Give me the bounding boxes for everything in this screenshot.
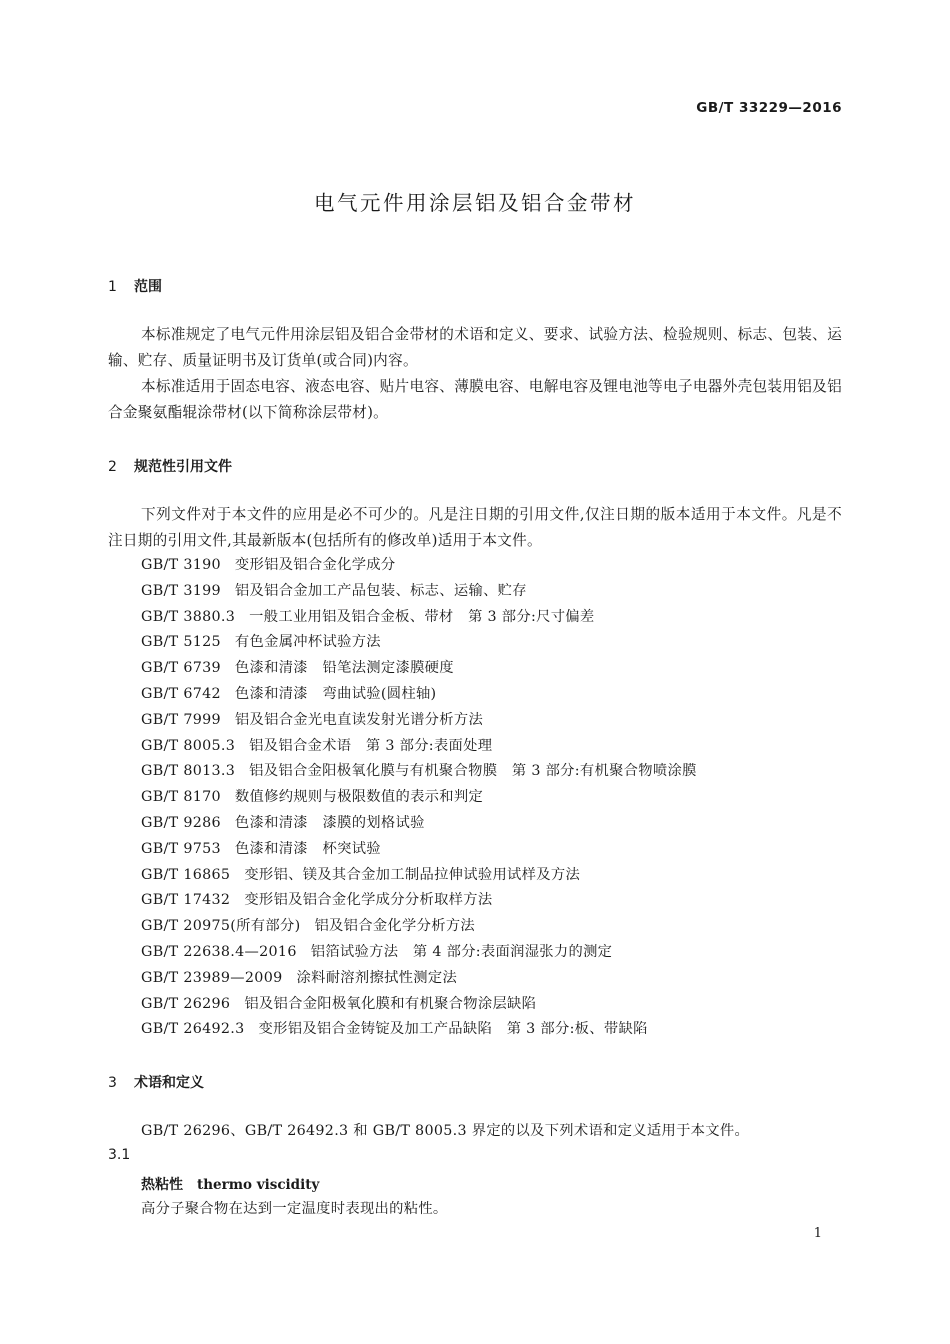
scope-paragraph-1: 本标准规定了电气元件用涂层铝及铝合金带材的术语和定义、要求、试验方法、检验规则、标志、包装、运输、贮存、质量证明书及订货单(或合同)内容。 — [108, 326, 842, 369]
section-2-heading — [108, 456, 232, 476]
scope-paragraph-2: 本标准适用于固态电容、液态电容、贴片电容、薄膜电容、电解电容及锂电池等电子电器外壳包装用铝及铝合金聚氨酯辊涂带材(以下简称涂层带材)。 — [108, 378, 842, 421]
reference-title: 变形铝及铝合金铸锭及加工产品缺陷 第 3 部分:板、带缺陷 — [258, 1021, 648, 1038]
reference-item — [141, 1017, 697, 1043]
reference-title: 铝及铝合金光电直读发射光谱分析方法 — [234, 711, 484, 728]
reference-title: 铝箔试验方法 第 4 部分:表面润湿张力的测定 — [310, 943, 613, 960]
section-3-title: 术语和定义 — [134, 1075, 204, 1091]
reference-title: 数值修约规则与极限数值的表示和判定 — [234, 789, 484, 806]
reference-title: 涂料耐溶剂擦拭性测定法 — [296, 969, 458, 986]
reference-title: 色漆和清漆 弯曲试验(圆柱轴) — [234, 685, 437, 702]
reference-item — [141, 656, 697, 682]
reference-code: GB/T 3880.3 — [141, 608, 236, 625]
page-number: 1 — [813, 1226, 822, 1241]
reference-item — [141, 966, 697, 992]
section-3-heading — [108, 1072, 204, 1092]
reference-code: GB/T 23989—2009 — [141, 969, 283, 986]
reference-title: 色漆和清漆 漆膜的划格试验 — [234, 814, 425, 831]
reference-item — [141, 734, 697, 760]
reference-list — [141, 553, 697, 1043]
reference-code: GB/T 8013.3 — [141, 763, 236, 780]
reference-code: GB/T 3190 — [141, 557, 221, 573]
reference-code: GB/T 3199 — [141, 582, 221, 599]
section-1-heading — [108, 276, 162, 296]
reference-title: 有色金属冲杯试验方法 — [234, 634, 381, 651]
terms-intro: GB/T 26296、GB/T 26492.3 和 GB/T 8005.3 界定的以及下列术语和定义适用于本文件。 — [141, 1123, 750, 1139]
reference-title: 色漆和清漆 铅笔法测定漆膜硬度 — [234, 660, 454, 677]
reference-item — [141, 914, 697, 940]
section-2-number: 2 — [108, 459, 117, 475]
clause-number: 3.1 — [108, 1147, 131, 1163]
reference-item — [141, 785, 697, 811]
section-1-number: 1 — [108, 279, 117, 295]
reference-code: GB/T 26296 — [141, 995, 231, 1012]
references-intro: 下列文件对于本文件的应用是必不可少的。凡是注日期的引用文件,仅注日期的版本适用于本文件。凡是不注日期的引用文件,其最新版本(包括所有的修改单)适用于本文件。 — [108, 506, 842, 549]
reference-title: 变形铝及铝合金化学成分 — [234, 557, 396, 573]
reference-item — [141, 630, 697, 656]
term-chinese: 热粘性 — [141, 1177, 183, 1193]
reference-title: 变形铝、镁及其合金加工制品拉伸试验用试样及方法 — [244, 866, 581, 883]
term-english: thermo viscidity — [197, 1177, 320, 1193]
reference-code: GB/T 20975(所有部分) — [141, 918, 301, 935]
reference-code: GB/T 9753 — [141, 840, 221, 857]
reference-item — [141, 837, 697, 863]
reference-item — [141, 553, 697, 579]
reference-title: 铝及铝合金加工产品包装、标志、运输、贮存 — [234, 582, 527, 599]
reference-item — [141, 940, 697, 966]
term-name — [141, 1174, 319, 1194]
standard-code: GB/T 33229—2016 — [696, 100, 842, 116]
reference-title: 铝及铝合金阳极氧化膜与有机聚合物膜 第 3 部分:有机聚合物喷涂膜 — [249, 763, 697, 780]
term-definition: 高分子聚合物在达到一定温度时表现出的粘性。 — [141, 1201, 448, 1217]
reference-title: 铝及铝合金阳极氧化膜和有机聚合物涂层缺陷 — [244, 995, 537, 1012]
reference-code: GB/T 22638.4—2016 — [141, 943, 297, 960]
reference-code: GB/T 8005.3 — [141, 737, 236, 754]
reference-title: 变形铝及铝合金化学成分分析取样方法 — [244, 892, 493, 909]
reference-item — [141, 811, 697, 837]
reference-code: GB/T 16865 — [141, 866, 231, 883]
reference-code: GB/T 9286 — [141, 814, 221, 831]
reference-item — [141, 708, 697, 734]
reference-code: GB/T 26492.3 — [141, 1021, 245, 1038]
reference-title: 一般工业用铝及铝合金板、带材 第 3 部分:尺寸偏差 — [249, 608, 595, 625]
reference-code: GB/T 6742 — [141, 685, 221, 702]
reference-code: GB/T 7999 — [141, 711, 221, 728]
reference-item — [141, 863, 697, 889]
reference-code: GB/T 5125 — [141, 634, 221, 651]
reference-code: GB/T 6739 — [141, 660, 221, 677]
reference-title: 铝及铝合金化学分析方法 — [314, 918, 476, 935]
section-1-title: 范围 — [134, 279, 162, 295]
reference-item — [141, 888, 697, 914]
reference-code: GB/T 17432 — [141, 892, 231, 909]
reference-item — [141, 992, 697, 1018]
section-3-number: 3 — [108, 1075, 117, 1091]
reference-title: 铝及铝合金术语 第 3 部分:表面处理 — [249, 737, 493, 754]
document-title: 电气元件用涂层铝及铝合金带材 — [314, 191, 636, 215]
reference-item — [141, 605, 697, 631]
reference-title: 色漆和清漆 杯突试验 — [234, 840, 381, 857]
reference-code: GB/T 8170 — [141, 789, 221, 806]
reference-item — [141, 579, 697, 605]
reference-item — [141, 682, 697, 708]
reference-item — [141, 759, 697, 785]
section-2-title: 规范性引用文件 — [134, 459, 232, 475]
